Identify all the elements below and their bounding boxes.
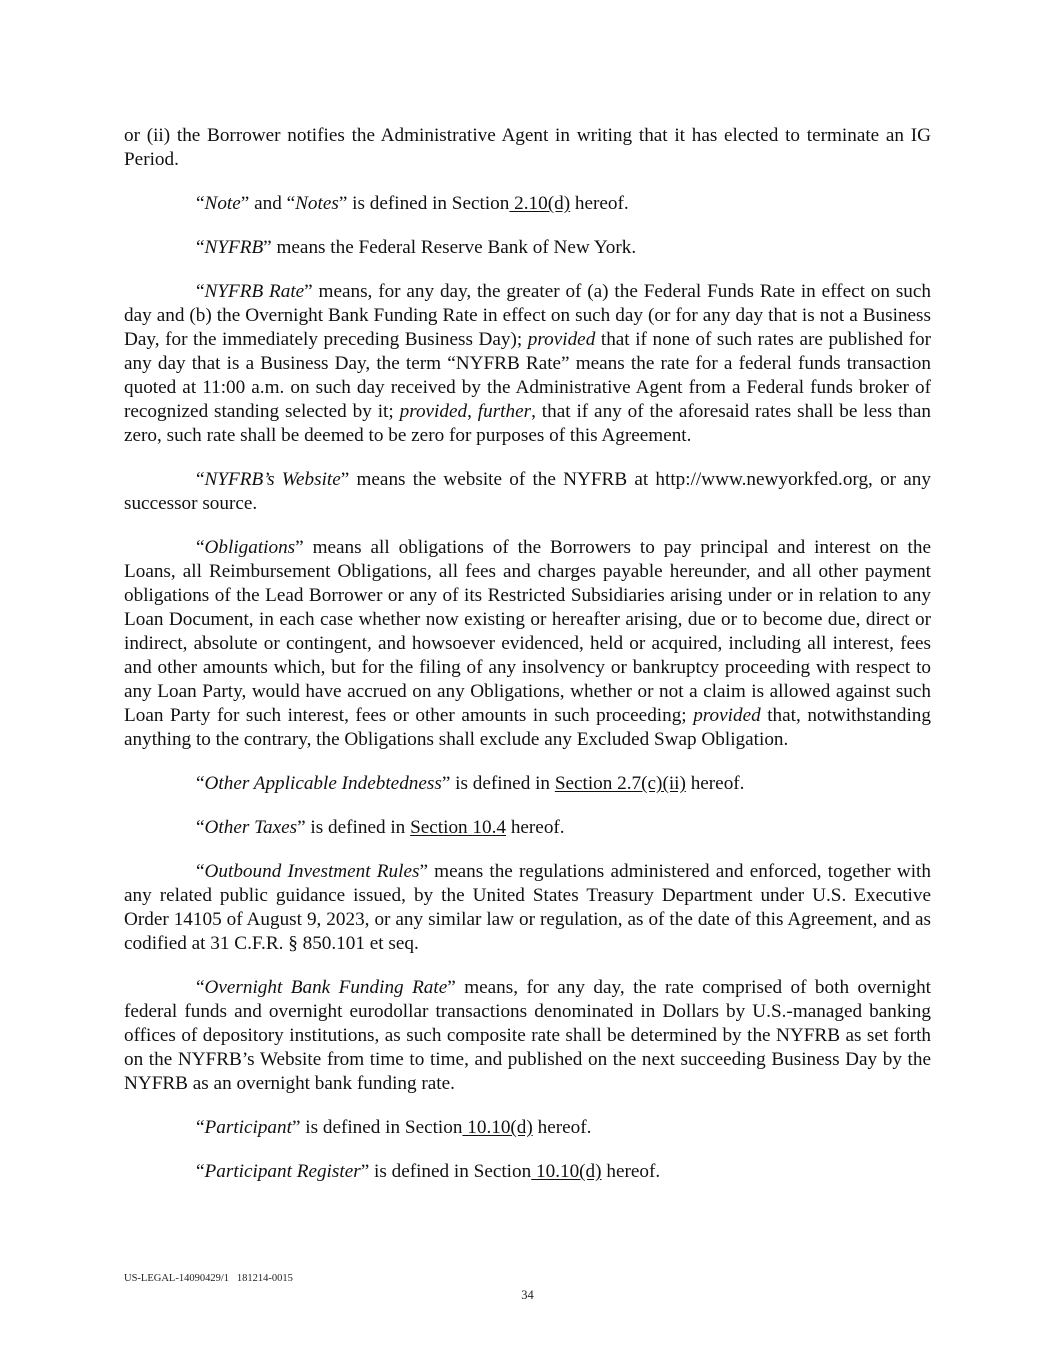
definition-paragraph — [124, 280, 931, 448]
text-run: hereof. — [570, 193, 629, 214]
defined-term: NYFRB — [204, 237, 264, 258]
definition-paragraph — [124, 192, 931, 216]
text-run: ” means, for any day, the greater of (a) the Federal Funds Rate in effect on such day and (b) the Overnight Bank Funding Rate in effect on such day (or for any day that is not a Business Day, for the immediately preceding Business Day); — [124, 281, 931, 350]
text-run: “ — [196, 977, 205, 998]
text-run: ” is defined in Section — [291, 1117, 463, 1138]
definition-paragraph — [124, 976, 931, 1096]
definition-paragraph — [124, 468, 931, 516]
text-run: “ — [196, 237, 205, 258]
definition-paragraph — [124, 772, 931, 796]
defined-term: Other Taxes — [204, 817, 298, 838]
defined-term: Other Applicable Indebtedness — [204, 773, 442, 794]
text-run: “ — [196, 1161, 205, 1182]
text-run: “ — [196, 281, 205, 302]
defined-term: NYFRB’s Website — [204, 469, 341, 490]
text-run: ” is defined in Section — [338, 193, 510, 214]
text-run: ” is defined in — [297, 817, 411, 838]
text-run: “ — [196, 469, 205, 490]
text-run: “ — [196, 537, 205, 558]
defined-term: Overnight Bank Funding Rate — [204, 977, 448, 998]
text-run: hereof. — [532, 1117, 592, 1138]
definition-paragraph — [124, 124, 931, 172]
defined-term: Note — [204, 193, 241, 214]
defined-term: NYFRB Rate — [204, 281, 305, 302]
text-run: “ — [196, 193, 205, 214]
definition-paragraph — [124, 1160, 931, 1184]
definition-paragraph — [124, 1116, 931, 1140]
section-reference: Section 2.7(c)(ii) — [554, 773, 686, 794]
defined-term: Outbound Investment Rules — [204, 861, 420, 882]
section-reference: Section 10.4 — [410, 817, 507, 838]
text-run: hereof. — [506, 817, 565, 838]
text-run: ” means the website of the NYFRB at http://www.newyorkfed.org, or any successor source. — [124, 469, 931, 514]
text-run: ” is defined in — [441, 773, 555, 794]
defined-term: Participant Register — [204, 1161, 361, 1182]
text-run: “ — [196, 861, 205, 882]
definition-paragraph — [124, 816, 931, 840]
page-number: 34 — [521, 1288, 534, 1302]
section-reference: 2.10(d) — [509, 193, 571, 214]
defined-term: Participant — [204, 1117, 292, 1138]
text-run: ” means the Federal Reserve Bank of New York. — [263, 237, 637, 258]
text-run: or (ii) the Borrower notifies the Administrative Agent in writing that it has elected to terminate an IG Period. — [124, 125, 931, 170]
footer-document-id: US-LEGAL-14090429/1 181214-0015 — [124, 1273, 293, 1284]
document-body — [124, 124, 931, 1204]
text-run: ” and “ — [240, 193, 296, 214]
defined-term: further — [477, 401, 532, 422]
text-run: ” is defined in Section — [360, 1161, 532, 1182]
text-run: ” means the regulations administered and enforced, together with any related public guidance issued, by the United States Treasury Department under U.S. Executive Order 14105 of August 9, 2023, or any similar law or regulation, as of the date of this Agreement, and as codified at 31 C.F.R. § 850.101 et seq. — [124, 861, 931, 954]
defined-term: provided — [527, 329, 596, 350]
defined-term: provided — [399, 401, 468, 422]
text-run: “ — [196, 1117, 205, 1138]
section-reference: 10.10(d) — [531, 1161, 602, 1182]
text-run: , that if any of the aforesaid rates shall be less than zero, such rate shall be deemed to be zero for purposes of this Agreement. — [124, 401, 931, 446]
text-run: hereof. — [601, 1161, 661, 1182]
text-run: that if none of such rates are published for any day that is a Business Day, the term “NYFRB Rate” means the rate for a federal funds transaction quoted at 11:00 a.m. on such day received by the Administrative Agent from a Federal funds broker of recognized standing selected by it; — [124, 329, 931, 422]
text-run: ” means all obligations of the Borrowers to pay principal and interest on the Loans, all Reimbursement Obligations, all fees and charges payable hereunder, and all other payment obligations of the Lead Borrower or any of its Restricted Subsidiaries arising under or in relation to any Loan Document, in each case whether now existing or hereafter arising, due or to become due, direct or indirect, absolute or contingent, and howsoever evidenced, held or acquired, including all interest, fees and other amounts which, but for the filing of any insolvency or bankruptcy proceeding with respect to any Loan Party, would have accrued on any Obligations, whether or not a claim is allowed against such Loan Party for such interest, fees or other amounts in such proceeding; — [124, 537, 931, 726]
text-run: “ — [196, 773, 205, 794]
defined-term: Notes — [295, 193, 339, 214]
text-run: ” means, for any day, the rate comprised of both overnight federal funds and overnight eurodollar transactions denominated in Dollars by U.S.-managed banking offices of depository institutions, as such composite rate shall be determined by the NYFRB as set forth on the NYFRB’s Website from time to time, and published on the next succeeding Business Day by the NYFRB as an overnight bank funding rate. — [124, 977, 932, 1094]
defined-term: provided — [693, 705, 761, 726]
section-reference: 10.10(d) — [462, 1117, 533, 1138]
text-run: “ — [196, 817, 205, 838]
definition-paragraph — [124, 860, 931, 956]
defined-term: Obligations — [204, 537, 296, 558]
text-run: that, notwithstanding anything to the contrary, the Obligations shall exclude any Excluded Swap Obligation. — [124, 705, 931, 750]
text-run: hereof. — [685, 773, 745, 794]
text-run: , — [467, 401, 478, 422]
definition-paragraph — [124, 536, 931, 752]
definition-paragraph — [124, 236, 931, 260]
